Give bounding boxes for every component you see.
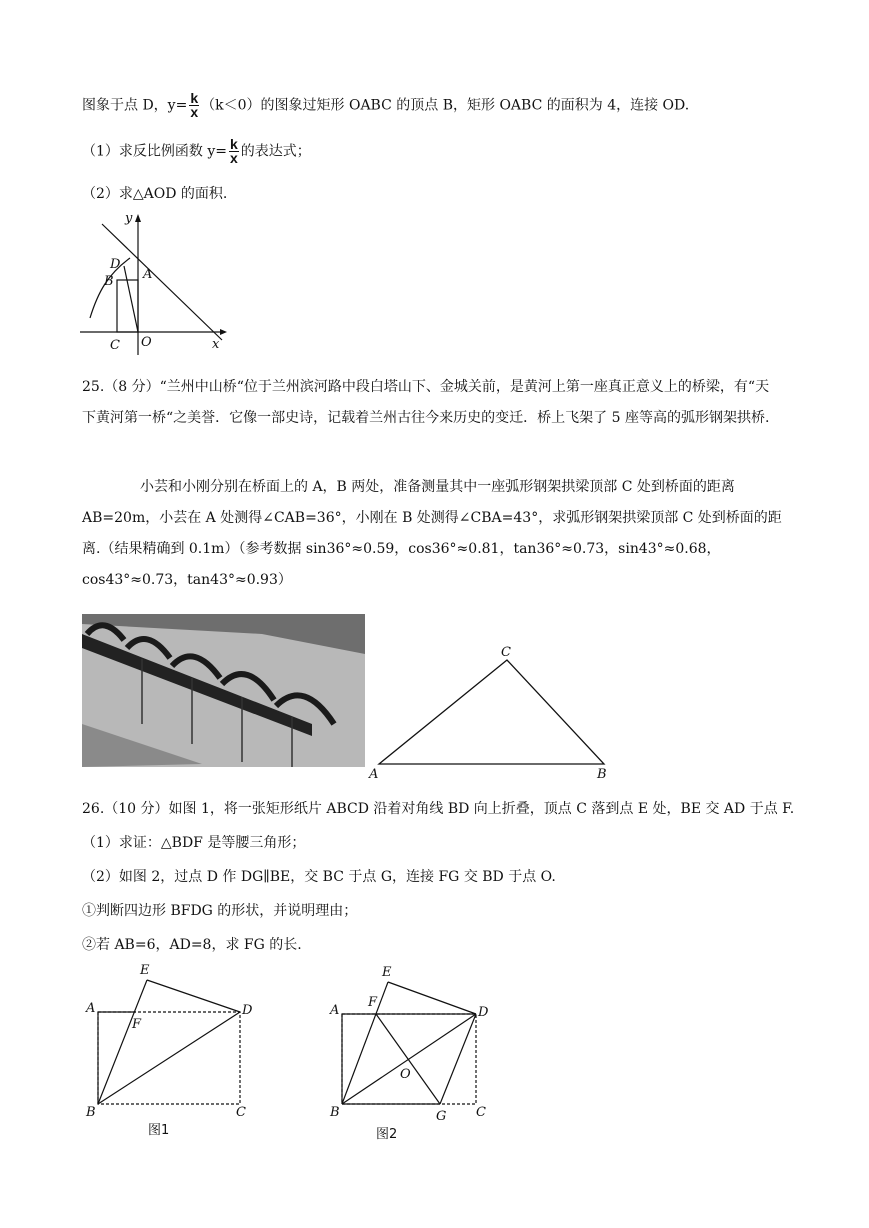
q26-figure-2 [318,960,508,1145]
tri-label-c: C [501,645,511,660]
q25-triangle-figure [365,640,625,785]
rectangle-oabc [117,280,138,332]
diagonal-bd [98,1012,240,1104]
y-axis-arrow-icon [135,214,141,222]
diagonal-bd-2 [342,1014,476,1104]
fig1-label-b: B [86,1105,96,1120]
q24-part2: （2）求△AOD 的面积. [82,186,228,202]
label-d: D [110,257,121,272]
segment-be-2 [342,982,388,1104]
q24-coordinate-figure [80,210,230,360]
q26-figure-1 [80,960,260,1140]
fig2-label-e: E [382,965,392,980]
fig2-label-g: G [436,1109,447,1124]
label-o: O [141,335,152,350]
fig2-label-a: A [330,1003,340,1018]
label-y: y [125,211,133,226]
segment-fg [376,1014,440,1104]
q25-paragraph-1: 25.（8 分）“兰州中山桥“位于兰州滨河路中段白塔山下、金城关前，是黄河上第一座真正意义上的桥梁，有“天下黄河第一桥“之美誉．它像一部史诗，记载着兰州古往今来历史的变迁．桥上飞架了 5 座等高的弧形钢架拱桥. [82,379,770,426]
fraction-k-over-x [189,92,199,119]
q24-line1-a: 图象于点 D，y= [82,97,188,114]
label-c: C [110,338,120,353]
label-x: x [212,337,220,352]
fig1-label-c: C [236,1105,246,1120]
triangle-abc [379,660,604,764]
x-axis-arrow-icon [220,329,227,335]
q26-line-5: ②若 AB=6，AD=8，求 FG 的长. [82,937,302,953]
fraction-k-over-x-2 [229,138,239,165]
q24-line1-b: （k＜0）的图象过矩形 OABC 的顶点 B，矩形 OABC 的面积为 4，连接 OD. [201,97,690,114]
q26-line-4: ①判断四边形 BFDG 的形状，并说明理由； [82,903,358,919]
tri-label-a: A [369,767,379,782]
tri-label-b: B [597,767,607,782]
fig2-label-o: O [400,1067,411,1082]
q24-part1-b: 的表达式； [240,143,311,160]
q26-line-2: （1）求证：△BDF 是等腰三角形； [82,835,306,851]
q25-paragraph-2: 小芸和小刚分别在桥面上的 A，B 两处，准备测量其中一座弧形钢架拱梁顶部 C 处到桥面的距离 AB=20m，小芸在 A 处测得∠CAB=36°，小刚在 B 处测得∠CBA=43°，求弧形钢架拱梁顶部 C 处到桥面的距离.（结果精确到 0.1m）（参考数据 sin36°≈0.59，cos36°≈0.81，tan36°≈0.73，sin43°≈0.68，cos43°≈0.73，tan43°≈0.93） [82,479,782,588]
segment-dg [440,1014,476,1104]
segment-be [98,980,147,1104]
frac-denominator-2: x [230,150,238,166]
frac-denominator: x [190,104,199,120]
segment-ed [147,980,240,1012]
bridge-photo [82,614,365,767]
straight-line [102,224,222,340]
q24-part1 [82,138,311,165]
segment-od [124,266,138,332]
q24-line1 [82,92,689,119]
q26-line-3: （2）如图 2，过点 D 作 DG∥BE，交 BC 于点 G，连接 FG 交 BD 于点 O. [82,869,556,885]
fig2-label-c: C [476,1105,486,1120]
q26-line-1: 26.（10 分）如图 1，将一张矩形纸片 ABCD 沿着对角线 BD 向上折叠，顶点 C 落到点 E 处，BE 交 AD 于点 F. [82,801,795,817]
fig2-caption: 图2 [376,1127,398,1142]
fig1-label-f: F [132,1017,142,1032]
segment-ed-2 [388,982,476,1014]
frac-numerator-2: k [230,136,238,152]
fig2-label-d: D [478,1005,489,1020]
fig1-label-e: E [140,963,150,978]
q24-part1-a: （1）求反比例函数 y= [82,143,227,160]
label-a: A [143,267,153,282]
fig1-label-a: A [86,1001,96,1016]
fig1-label-d: D [242,1003,253,1018]
fig2-label-f: F [368,995,378,1010]
label-b: B [104,274,114,289]
fig1-caption: 图1 [148,1123,170,1138]
frac-numerator: k [190,90,199,106]
fig2-label-b: B [330,1105,340,1120]
